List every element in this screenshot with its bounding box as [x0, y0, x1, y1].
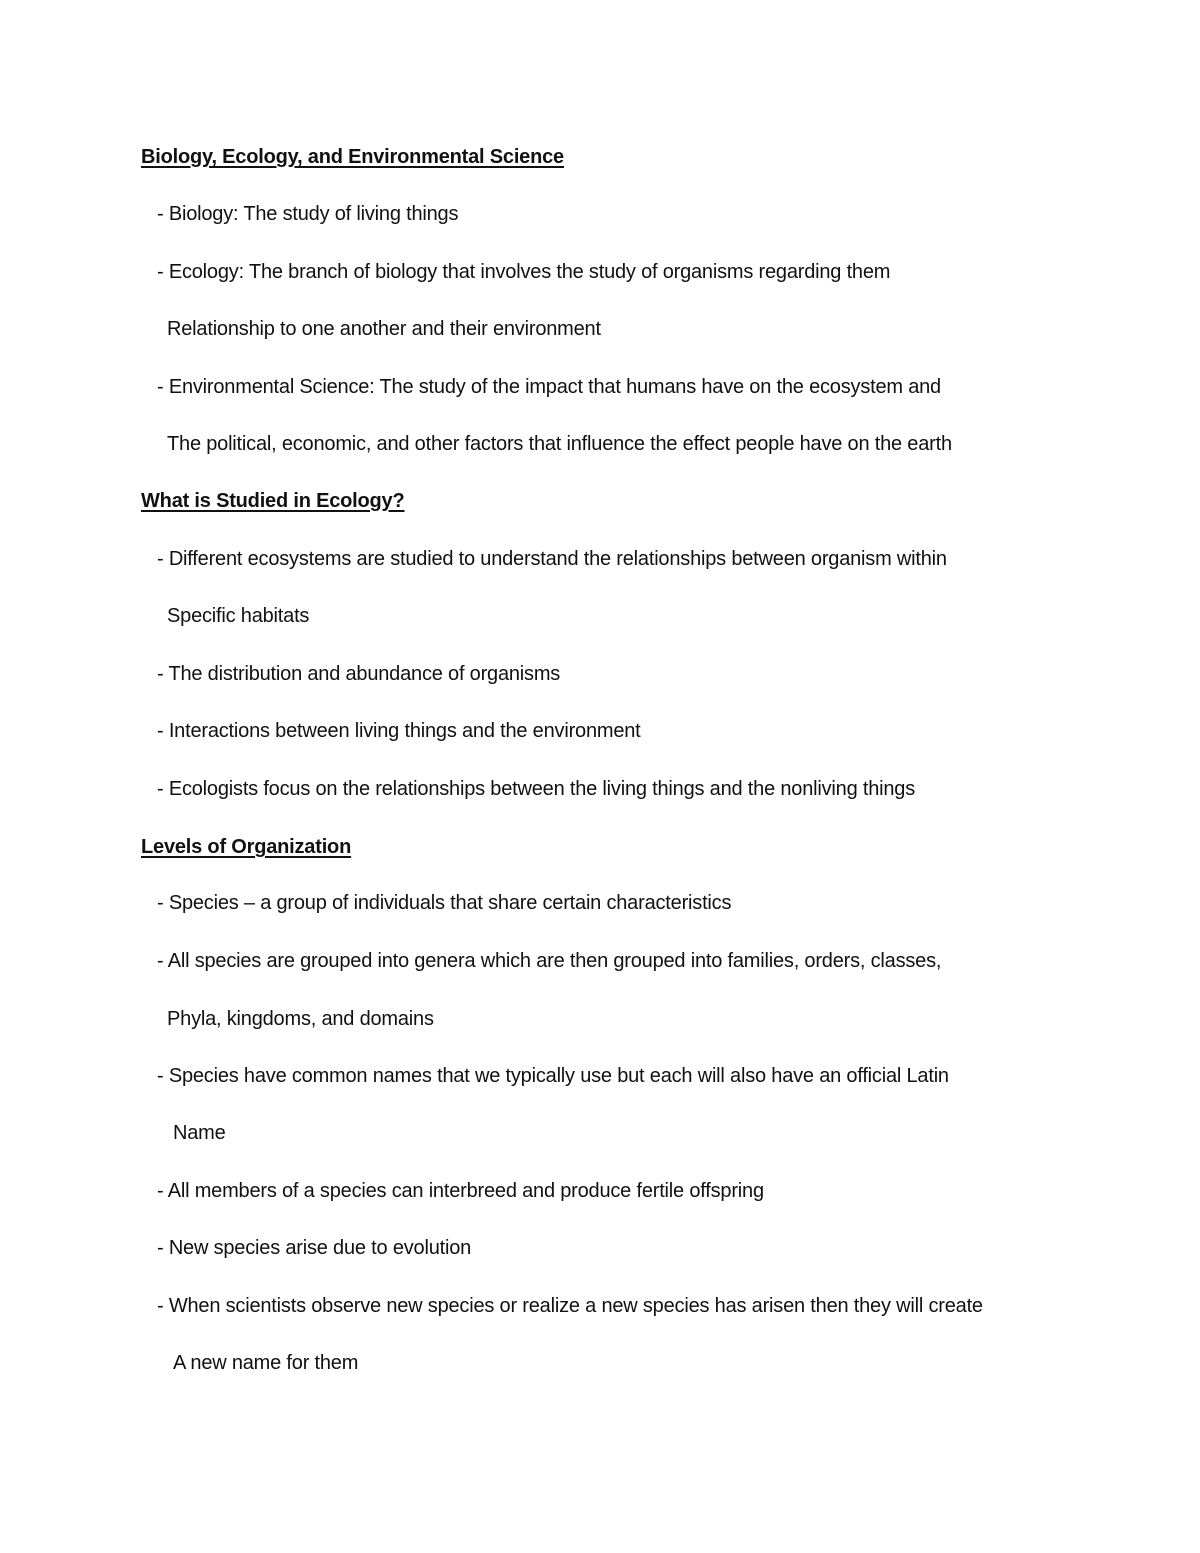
section-heading-levels-of-organization: Levels of Organization: [141, 836, 352, 858]
bullet-item: - Species have common names that we typically use but each will also have an official Latin: [157, 1065, 949, 1087]
bullet-item: - When scientists observe new species or realize a new species has arisen then they will create: [157, 1295, 983, 1317]
bullet-item: - Different ecosystems are studied to understand the relationships between organism within: [157, 548, 947, 570]
bullet-continuation: Phyla, kingdoms, and domains: [167, 1008, 434, 1030]
bullet-item: - Biology: The study of living things: [157, 203, 459, 225]
bullet-item: - All species are grouped into genera which are then grouped into families, orders, classes,: [157, 950, 942, 972]
bullet-item: - New species arise due to evolution: [157, 1237, 472, 1259]
bullet-item: - Ecology: The branch of biology that involves the study of organisms regarding them: [157, 261, 891, 283]
bullet-item: - Environmental Science: The study of the impact that humans have on the ecosystem and: [157, 376, 941, 398]
bullet-continuation: A new name for them: [173, 1352, 359, 1374]
bullet-continuation: Name: [173, 1122, 226, 1144]
bullet-item: - Ecologists focus on the relationships between the living things and the nonliving things: [157, 778, 916, 800]
section-heading-biology-ecology-environmental-science: Biology, Ecology, and Environmental Science: [141, 146, 564, 168]
bullet-item: - All members of a species can interbreed and produce fertile offspring: [157, 1180, 764, 1202]
section-heading-what-is-studied-in-ecology: What is Studied in Ecology?: [141, 490, 405, 512]
bullet-item: - The distribution and abundance of organisms: [157, 663, 561, 685]
bullet-continuation: The political, economic, and other factors that influence the effect people have on the earth: [167, 433, 952, 455]
bullet-item: - Interactions between living things and the environment: [157, 720, 641, 742]
bullet-continuation: Specific habitats: [167, 605, 310, 627]
bullet-item: - Species – a group of individuals that share certain characteristics: [157, 892, 732, 914]
bullet-continuation: Relationship to one another and their environment: [167, 318, 601, 340]
